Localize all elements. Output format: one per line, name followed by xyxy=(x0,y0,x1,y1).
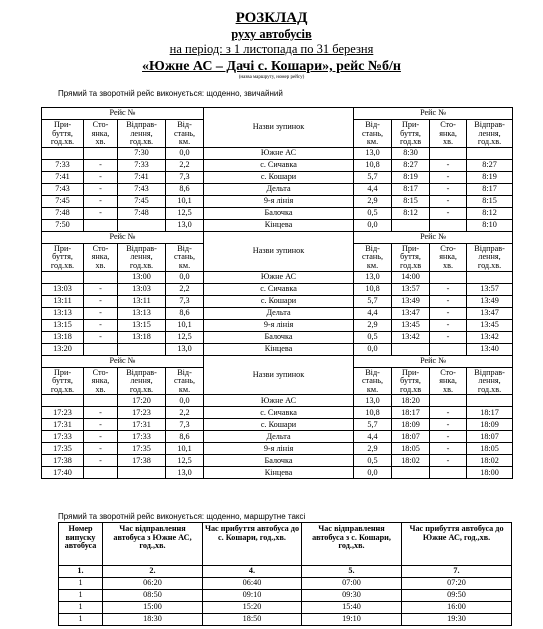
table-cell: 0,5 xyxy=(354,207,392,219)
stop-name: с. Кошари xyxy=(204,295,354,307)
table-cell: 13:49 xyxy=(467,295,513,307)
trip-header-row xyxy=(42,355,513,367)
table-cell: 13:42 xyxy=(467,331,513,343)
table-cell: - xyxy=(84,407,118,419)
table-cell xyxy=(84,147,118,159)
table-cell xyxy=(84,271,118,283)
table-cell: - xyxy=(430,419,467,431)
table-cell: 10,1 xyxy=(166,319,204,331)
table-cell: - xyxy=(84,171,118,183)
column-header: Сто- янка, хв. xyxy=(84,367,118,395)
column-header: Від- стань, км. xyxy=(166,243,204,271)
table-cell: 17:23 xyxy=(42,407,84,419)
table-cell: - xyxy=(430,171,467,183)
column-header: Відправ- лення, год.хв. xyxy=(118,243,166,271)
table-cell: - xyxy=(430,331,467,343)
column-number: 1. xyxy=(59,566,103,578)
table-cell: 7,3 xyxy=(166,295,204,307)
column-header: Відправ- лення, год.хв. xyxy=(467,120,513,148)
column-header: При- буття, год.хв. xyxy=(42,120,84,148)
table-cell: 8:15 xyxy=(467,195,513,207)
table-cell xyxy=(118,467,166,479)
table-cell: 8:30 xyxy=(392,147,430,159)
table-cell xyxy=(118,343,166,355)
validity-period: на період: з 1 листопада по 31 березня xyxy=(169,42,374,56)
table-row xyxy=(42,195,513,207)
table-cell: 17:38 xyxy=(42,455,84,467)
table-cell: 0,0 xyxy=(166,395,204,407)
table-cell: 17:31 xyxy=(42,419,84,431)
table-cell xyxy=(84,395,118,407)
table-cell: 18:00 xyxy=(467,467,513,479)
table-cell: 4,4 xyxy=(354,431,392,443)
table-cell xyxy=(467,147,513,159)
table-cell: 7:33 xyxy=(118,159,166,171)
table-cell: - xyxy=(84,443,118,455)
table-cell: 13,0 xyxy=(354,395,392,407)
table-cell: 13,0 xyxy=(166,219,204,231)
table-row xyxy=(42,171,513,183)
table-cell: 2,9 xyxy=(354,319,392,331)
table-cell xyxy=(84,343,118,355)
table-cell: 17:31 xyxy=(118,419,166,431)
table-cell: 13:20 xyxy=(42,343,84,355)
table-cell: 13:00 xyxy=(118,271,166,283)
table-cell xyxy=(118,219,166,231)
stop-name: Южне АС xyxy=(204,147,354,159)
table-cell: 18:07 xyxy=(467,431,513,443)
table-cell: 10,8 xyxy=(354,159,392,171)
table-cell: 17:38 xyxy=(118,455,166,467)
table-cell: 0,5 xyxy=(354,455,392,467)
column-header: Відправ- лення, год.хв. xyxy=(118,367,166,395)
stop-name: Балочка xyxy=(204,207,354,219)
table-cell: 16:00 xyxy=(402,602,512,614)
table-cell: 15:20 xyxy=(203,602,302,614)
column-number: 2. xyxy=(103,566,203,578)
table-cell: 8:12 xyxy=(467,207,513,219)
table-cell: - xyxy=(430,455,467,467)
table-cell: - xyxy=(84,295,118,307)
table-cell: 13:42 xyxy=(392,331,430,343)
table-cell: 13:13 xyxy=(118,307,166,319)
table-cell: 7:48 xyxy=(118,207,166,219)
table-cell: 2,2 xyxy=(166,407,204,419)
table-cell: 13:57 xyxy=(467,283,513,295)
stops-header: Назви зупинок xyxy=(204,231,354,271)
column-number: 7. xyxy=(402,566,512,578)
column-header: Номер випуску автобуса xyxy=(59,523,103,566)
table-row xyxy=(42,443,513,455)
table-cell xyxy=(42,147,84,159)
table-cell: - xyxy=(84,431,118,443)
table-row xyxy=(42,455,513,467)
stop-name: Балочка xyxy=(204,455,354,467)
table-cell: 13:47 xyxy=(392,307,430,319)
table-cell: 4,4 xyxy=(354,183,392,195)
table-cell: 10,1 xyxy=(166,195,204,207)
table-cell: 8:17 xyxy=(467,183,513,195)
table-cell: 0,0 xyxy=(354,467,392,479)
table-cell: 8:27 xyxy=(392,159,430,171)
table-cell: 07:20 xyxy=(402,578,512,590)
column-number: 4. xyxy=(203,566,302,578)
column-header: Сто- янка, хв. xyxy=(430,120,467,148)
stop-name: Южне АС xyxy=(204,395,354,407)
table-row xyxy=(42,183,513,195)
table-row xyxy=(42,395,513,407)
table-cell: 7,3 xyxy=(166,419,204,431)
stop-name: 9-я лінія xyxy=(204,443,354,455)
table-cell: 8,6 xyxy=(166,307,204,319)
table-cell xyxy=(430,395,467,407)
table-cell: 8:15 xyxy=(392,195,430,207)
table-cell: 13:40 xyxy=(467,343,513,355)
column-header: При- буття, год.хв. xyxy=(42,367,84,395)
table-cell: 17:33 xyxy=(42,431,84,443)
table-cell: 7:41 xyxy=(118,171,166,183)
table-row xyxy=(42,331,513,343)
table-cell: 5,7 xyxy=(354,171,392,183)
table-cell: - xyxy=(430,407,467,419)
table-cell: 8:12 xyxy=(392,207,430,219)
table-cell xyxy=(430,343,467,355)
table-cell: 8:19 xyxy=(467,171,513,183)
table-cell: 13:15 xyxy=(118,319,166,331)
table-row xyxy=(59,602,512,614)
table-row xyxy=(42,271,513,283)
table-cell: 8:27 xyxy=(467,159,513,171)
stop-name: Дельта xyxy=(204,307,354,319)
stop-name: Кінцева xyxy=(204,219,354,231)
table-cell: 18:50 xyxy=(203,614,302,626)
table-row xyxy=(42,419,513,431)
stop-name: с. Кошари xyxy=(204,419,354,431)
column-header: Час прибуття автобуса до Южне АС, год.,хв. xyxy=(402,523,512,566)
table-cell: 07:00 xyxy=(302,578,402,590)
stop-name: с. Кошари xyxy=(204,171,354,183)
table-cell: 18:05 xyxy=(392,443,430,455)
table-cell xyxy=(84,467,118,479)
column-header: Від- стань, км. xyxy=(166,367,204,395)
column-header: Сто- янка, хв. xyxy=(84,243,118,271)
table-cell: 13:45 xyxy=(392,319,430,331)
table-cell: 18:17 xyxy=(392,407,430,419)
table-cell: 18:07 xyxy=(392,431,430,443)
table-cell: 10,1 xyxy=(166,443,204,455)
table-cell: 18:02 xyxy=(467,455,513,467)
table-cell: 18:05 xyxy=(467,443,513,455)
table-cell: 17:35 xyxy=(118,443,166,455)
column-header: Час прибуття автобуса до с. Кошари, год.,хв. xyxy=(203,523,302,566)
stop-name: 9-я лінія xyxy=(204,319,354,331)
table-cell xyxy=(430,147,467,159)
table-cell: - xyxy=(84,455,118,467)
column-header: Відправ- лення, год.хв. xyxy=(118,120,166,148)
table-row xyxy=(59,590,512,602)
table-cell: 8:17 xyxy=(392,183,430,195)
table-cell: 7:30 xyxy=(118,147,166,159)
stop-name: Кінцева xyxy=(204,343,354,355)
trip-label-outbound: Рейс № xyxy=(42,355,204,367)
table-cell: 17:23 xyxy=(118,407,166,419)
column-header: Від- стань, км. xyxy=(354,120,392,148)
table-cell: 12,5 xyxy=(166,455,204,467)
table-cell: 1 xyxy=(59,602,103,614)
route-name: «Южне АС – Дачі с. Кошари», рейс №б/н xyxy=(142,59,401,74)
trip-label-outbound: Рейс № xyxy=(42,231,204,243)
table-cell: - xyxy=(84,307,118,319)
column-number: 5. xyxy=(302,566,402,578)
table-cell: 1 xyxy=(59,614,103,626)
table-cell: 08:50 xyxy=(103,590,203,602)
table-cell: 18:20 xyxy=(392,395,430,407)
table-cell: - xyxy=(84,331,118,343)
table-cell xyxy=(467,395,513,407)
column-header: Сто- янка, хв. xyxy=(430,243,467,271)
table-cell: - xyxy=(84,207,118,219)
table-row xyxy=(42,159,513,171)
timetable-taxi xyxy=(58,522,512,626)
column-header: При- буття, год.хв xyxy=(392,243,430,271)
column-header: Відправ- лення, год.хв. xyxy=(467,243,513,271)
table-row xyxy=(42,307,513,319)
table-cell: 12,5 xyxy=(166,207,204,219)
table-cell: 15:00 xyxy=(103,602,203,614)
table-cell: 18:17 xyxy=(467,407,513,419)
table-cell: 13:18 xyxy=(118,331,166,343)
document-subtitle: руху автобусів xyxy=(231,27,312,41)
table-cell: 13:03 xyxy=(118,283,166,295)
table-cell: 14:00 xyxy=(392,271,430,283)
table-cell: 18:30 xyxy=(103,614,203,626)
table-cell: 1 xyxy=(59,590,103,602)
table-cell: 0,0 xyxy=(166,147,204,159)
table-cell: 17:33 xyxy=(118,431,166,443)
table-row xyxy=(42,343,513,355)
table-cell: 2,2 xyxy=(166,283,204,295)
stop-name: с. Сичавка xyxy=(204,159,354,171)
table-cell: 7:45 xyxy=(42,195,84,207)
stop-name: Балочка xyxy=(204,331,354,343)
table-cell: 10,8 xyxy=(354,407,392,419)
document-title: РОЗКЛАД xyxy=(235,10,308,26)
table-cell: - xyxy=(84,319,118,331)
route-note: (назва маршруту, номер рейсу) xyxy=(238,75,305,80)
table-cell: 7:45 xyxy=(118,195,166,207)
table-cell: 0,0 xyxy=(354,343,392,355)
table-cell xyxy=(392,219,430,231)
table-cell: 13:49 xyxy=(392,295,430,307)
trip-label-return: Рейс № xyxy=(354,355,513,367)
table-cell: 4,4 xyxy=(354,307,392,319)
table-row xyxy=(59,578,512,590)
column-header: При- буття, год.хв. xyxy=(42,243,84,271)
table-cell: 0,0 xyxy=(354,219,392,231)
table-cell: 7:50 xyxy=(42,219,84,231)
table-cell: 7,3 xyxy=(166,171,204,183)
table-cell: - xyxy=(430,443,467,455)
column-header: Сто- янка, хв. xyxy=(84,120,118,148)
column-header: Час відправлення автобуса з с. Кошари, год.,хв. xyxy=(302,523,402,566)
column-header: Час відправлення автобуса з Южне АС, год.,хв. xyxy=(103,523,203,566)
table-row xyxy=(42,319,513,331)
table-cell: 06:20 xyxy=(103,578,203,590)
stop-name: Дельта xyxy=(204,431,354,443)
table-cell: 2,9 xyxy=(354,195,392,207)
table-cell: 13:13 xyxy=(42,307,84,319)
stop-name: с. Сичавка xyxy=(204,407,354,419)
table-cell: 13:15 xyxy=(42,319,84,331)
table-cell xyxy=(430,467,467,479)
table-cell: - xyxy=(84,159,118,171)
table-cell: 8:10 xyxy=(467,219,513,231)
table-cell: 13,0 xyxy=(166,343,204,355)
table-cell: 15:40 xyxy=(302,602,402,614)
stop-name: 9-я лінія xyxy=(204,195,354,207)
table-cell: 06:40 xyxy=(203,578,302,590)
taxi-header-row xyxy=(59,523,512,566)
table-cell: 0,0 xyxy=(166,271,204,283)
table-cell: 17:35 xyxy=(42,443,84,455)
table-cell: 7:33 xyxy=(42,159,84,171)
stop-name: с. Сичавка xyxy=(204,283,354,295)
table-cell xyxy=(84,219,118,231)
table-cell: 10,8 xyxy=(354,283,392,295)
timetable-main xyxy=(41,107,513,479)
trip-label-outbound: Рейс № xyxy=(42,108,204,120)
table-cell: 13:45 xyxy=(467,319,513,331)
table-cell xyxy=(430,271,467,283)
table-cell: 2,2 xyxy=(166,159,204,171)
stops-header: Назви зупинок xyxy=(204,108,354,148)
column-header: Відправ- лення, год.хв. xyxy=(467,367,513,395)
column-header: Сто- янка, хв. xyxy=(430,367,467,395)
stop-name: Дельта xyxy=(204,183,354,195)
table-cell: - xyxy=(430,159,467,171)
table-cell: 5,7 xyxy=(354,295,392,307)
stop-name: Южне АС xyxy=(204,271,354,283)
table-cell: - xyxy=(430,319,467,331)
table-row xyxy=(42,219,513,231)
table-cell: 0,5 xyxy=(354,331,392,343)
table-row xyxy=(42,295,513,307)
table-row xyxy=(42,467,513,479)
table-cell: 13:47 xyxy=(467,307,513,319)
table-cell: - xyxy=(430,195,467,207)
table-cell: 8:19 xyxy=(392,171,430,183)
stop-name: Кінцева xyxy=(204,467,354,479)
trip-header-row xyxy=(42,231,513,243)
table-cell: 13,0 xyxy=(354,147,392,159)
trip-label-return: Рейс № xyxy=(354,108,513,120)
table-cell: 13:57 xyxy=(392,283,430,295)
table-row xyxy=(42,283,513,295)
table-cell: - xyxy=(84,183,118,195)
table-cell: - xyxy=(84,195,118,207)
table-cell: 18:09 xyxy=(392,419,430,431)
regular-service-note: Прямий та зворотній рейс виконується: щоденно, звичайний xyxy=(58,89,283,98)
table-cell: 13:11 xyxy=(118,295,166,307)
table-cell: 13:03 xyxy=(42,283,84,295)
table-cell: 1 xyxy=(59,578,103,590)
table-row xyxy=(42,431,513,443)
table-cell xyxy=(392,467,430,479)
table-cell: 17:20 xyxy=(118,395,166,407)
table-row xyxy=(42,207,513,219)
table-cell: - xyxy=(84,283,118,295)
table-cell xyxy=(430,219,467,231)
table-cell: 7:48 xyxy=(42,207,84,219)
stops-header: Назви зупинок xyxy=(204,355,354,395)
table-cell: 19:30 xyxy=(402,614,512,626)
table-cell: 8,6 xyxy=(166,183,204,195)
table-cell: 09:50 xyxy=(402,590,512,602)
taxi-service-note: Прямий та зворотній рейс виконується: щоденно, маршрутне таксі xyxy=(58,512,306,521)
table-cell: 18:09 xyxy=(467,419,513,431)
table-cell: 2,9 xyxy=(354,443,392,455)
trip-label-return: Рейс № xyxy=(354,231,513,243)
table-cell: - xyxy=(430,431,467,443)
table-cell: 7:41 xyxy=(42,171,84,183)
table-cell: 12,5 xyxy=(166,331,204,343)
column-header: Від- стань, км. xyxy=(354,243,392,271)
table-cell: 13,0 xyxy=(354,271,392,283)
table-cell xyxy=(42,395,84,407)
table-cell: - xyxy=(430,295,467,307)
table-cell: 13,0 xyxy=(166,467,204,479)
column-header: При- буття, год.хв xyxy=(392,367,430,395)
table-cell: 13:11 xyxy=(42,295,84,307)
table-cell: - xyxy=(430,183,467,195)
trip-header-row xyxy=(42,108,513,120)
table-cell: 17:40 xyxy=(42,467,84,479)
table-cell: 18:02 xyxy=(392,455,430,467)
table-row xyxy=(59,614,512,626)
table-cell: - xyxy=(430,207,467,219)
column-header: Від- стань, км. xyxy=(166,120,204,148)
table-cell: 19:10 xyxy=(302,614,402,626)
table-row xyxy=(42,407,513,419)
column-header: При- буття, год.хв xyxy=(392,120,430,148)
taxi-number-row xyxy=(59,566,512,578)
table-cell: - xyxy=(84,419,118,431)
table-cell: 7:43 xyxy=(42,183,84,195)
table-cell: 09:10 xyxy=(203,590,302,602)
table-cell: 5,7 xyxy=(354,419,392,431)
table-cell: 13:18 xyxy=(42,331,84,343)
table-cell: - xyxy=(430,307,467,319)
table-cell: 8,6 xyxy=(166,431,204,443)
table-cell: - xyxy=(430,283,467,295)
table-cell xyxy=(42,271,84,283)
table-row xyxy=(42,147,513,159)
table-cell: 09:30 xyxy=(302,590,402,602)
column-header: Від- стань, км. xyxy=(354,367,392,395)
table-cell xyxy=(467,271,513,283)
table-cell xyxy=(392,343,430,355)
table-cell: 7:43 xyxy=(118,183,166,195)
